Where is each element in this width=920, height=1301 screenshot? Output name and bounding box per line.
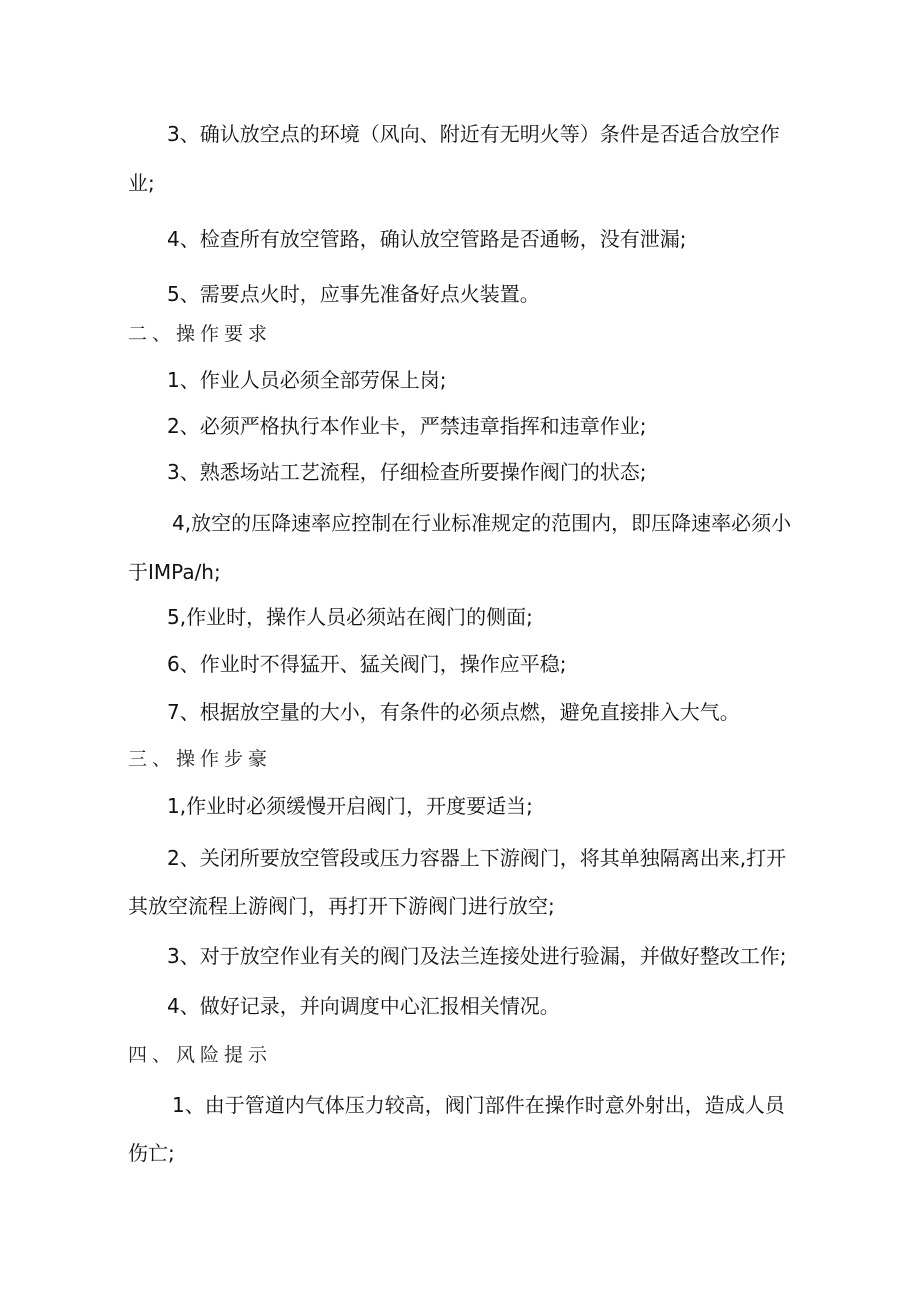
section-4-item-1-line-1: 1、由于管道内气体压力较高，阀门部件在操作时意外射出，造成人员 — [172, 1093, 785, 1117]
section-3-item-2-line-1: 2、关闭所要放空管段或压力容器上下游阀门，将其单独隔离出来,打开 — [167, 846, 787, 870]
section-2-item-4-line-1: 4,放空的压降速率应控制在行业标准规定的范围内，即压降速率必须小 — [172, 511, 792, 535]
section-2-item-5: 5,作业时，操作人员必须站在阀门的侧面; — [167, 605, 533, 629]
section-2-item-3: 3、熟悉场站工艺流程，仔细检查所要操作阀门的状态; — [167, 460, 647, 484]
section-2-item-4-line-2: 于IMPa/h; — [128, 560, 221, 584]
section-2-item-2: 2、必须严格执行本作业卡，严禁违章指挥和违章作业; — [167, 414, 647, 438]
prep-item-3-line-2: 业; — [128, 171, 155, 195]
section-2-item-6: 6、作业时不得猛开、猛关阀门，操作应平稳; — [167, 652, 567, 676]
section-3-item-4: 4、做好记录，并向调度中心汇报相关情况。 — [167, 994, 560, 1018]
section-3-item-2-line-2: 其放空流程上游阀门，再打开下游阀门进行放空; — [128, 894, 555, 918]
prep-item-3-line-1: 3、确认放空点的环境（风向、附近有无明火等）条件是否适合放空作 — [167, 122, 780, 146]
section-3-item-1: 1,作业时必须缓慢开启阀门，开度要适当; — [167, 794, 533, 818]
section-3-heading: 三、操作步豪 — [128, 748, 273, 770]
prep-item-5: 5、需要点火时，应事先准备好点火装置。 — [167, 282, 540, 306]
section-4-item-1-line-2: 伤亡; — [128, 1141, 175, 1165]
section-4-heading: 四、风险提示 — [128, 1044, 273, 1066]
section-2-item-7: 7、根据放空量的大小，有条件的必须点燃，避免直接排入大气。 — [167, 700, 740, 724]
prep-item-4: 4、检查所有放空管路，确认放空管路是否通畅，没有泄漏; — [167, 227, 687, 251]
section-3-item-3: 3、对于放空作业有关的阀门及法兰连接处进行验漏，并做好整改工作; — [167, 944, 787, 968]
section-2-heading: 二、操作要求 — [128, 323, 273, 345]
section-2-item-1: 1、作业人员必须全部劳保上岗; — [167, 368, 447, 392]
